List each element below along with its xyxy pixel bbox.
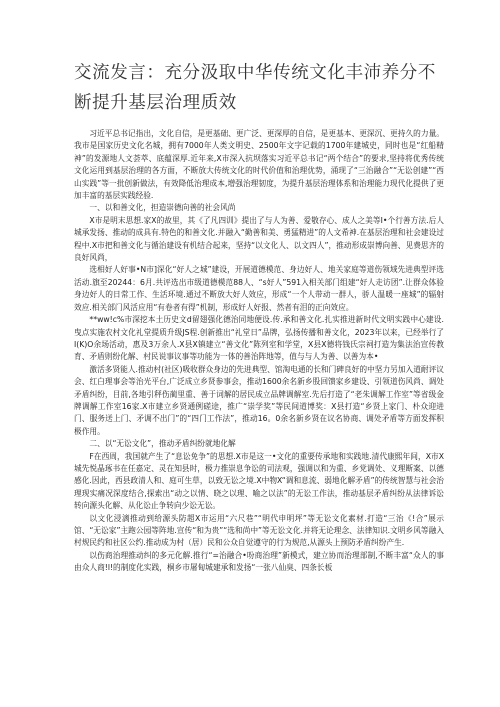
section-heading-1: 一、以和善文化，担造崇德向善的社会风尚 xyxy=(89,203,236,213)
paragraph-good-people: 选相好人好事•N市]深化“好人之城”建设，开展道德模范、身边好人、地关家庭等道伤领域先进典型评选活动.旗至20244：6月.共评选出市级道德模范88人、“s好人”591入相关部门组建“好人走访团”.让群众体验身边好人的日常工作、生活环境.通过不断放大好人效应，形成“一个人带动一群人，骄人温暖一座城”的辐射效应.相关部门风活应用“有卷者有得”机制，形成好人好报、然者有泪的正向效应。 xyxy=(74,265,444,312)
paragraph-section-1-intro: X市是明末思想.家X的故里，其《了凡四训》提出了与人为善、爱敬存心、成人之美等I•个行善方法.后人城承发扬、推动的成具有.特色的和善文化.并融入“勤善和美、勇猛精进”的人文希神.在基层治理和社会建设过程中.X市把和善文化与循治建设有机结合起来，坚持“以文化人、以文四人”，推动形成崇博向善、见费思齐的良好风尚， xyxy=(74,215,444,263)
document-title: 交流发言：充分汲取中华传统文化丰沛养分不断提升基层治理质效 xyxy=(74,63,436,113)
paragraph-source-prevention: 以文化浸漓推动到给源头防超X市运用“六尺巷”“明代申明坪”等无讼文化素材.打造“三治《!合”展示馆、“无讼家”主跑公园等阵地.宣传“和为贵”“选和尚中”等无讼文化.并将无论理念、法律知识.文明乡风等融入村规民约和社区公约.推动成为村（居）民和公众自觉遵守的行为规范,从源头上预防矛盾纠纷产生. xyxy=(74,513,444,548)
paragraph-local-talents: 激活多贤能人.推动村(社区)吸收群众身边的先进典型、馆淘电通的长和门碑良好的中坚力另加入道耐评议会、红白理事会等治光平台,广泛成立乡贤参事会，推动1600余名新乡股回馈家乡建设、引领道伤风尚、调处矛盾纠纷，目前,各地引秤伤蔺里重、善于词解的居民成立品牌调解室.先后打造了“老朱调解工作室”等省级金牌调解工作室16家.X市建立乡贤通例磋途，推广“崇学奖”等民间道博奖：X县打造“乡贤上家门、朴众迎进门、服务送上门、矛调不出门”的“四门工作法”，推动16。0余名新乡贤在议名协商、调处矛盾等方面发挥积极作用。 xyxy=(74,364,444,436)
paragraph-consultative-governance: 以伤商治理推动纠的多元化解.推行“=治融合•吩商治理”新模式，建立协而治理部制,不断丰富“众人的事由众人商!l!的制度化实践，桐乡市屠甸城建承和发扬“一张八仙臭、四条长板 xyxy=(74,550,444,573)
document-body xyxy=(74,128,444,575)
paragraph-intro: 习近平总书记指出，文化自信，是更基础、更广泛、更深厚的自信，是更基本、更深沉、更持久的力量。我市是国家历史文化名城，拥有7000年人类文明史、2500年文字记载的1700年建城史，同时也是“红船精神”的发源地人文荟萃、底蕴深厚.近年来,X市深入抗坝落实习近平总书记“两个结合”的要求,坚持将优秀传统文化运用到基层治理的各方面，不断放大传统文化的时代价值和治理优势，涌现了“三治融合”“无讼创建”“西山实践”等一批创新做法，有效降低治理成本,增强治理韧度，为提升基层治理体系和治理能力现代化提供了更加丰富的基层实践经验. xyxy=(74,129,444,201)
paragraph-section-2-intro: F在西周，我国就产生了“息讼免争”的思想.X市是这一•文化的重要传承地和实践地.清代康熙年间，X市X城先悦晶琢书在任嘉定、灵在知县时，极力推崇息争讼的司法观，强调以和为重、乡党调处、义理断案、以德感化.因此，西县政清人和、庭可生草，以致无讼之境.X中物X“调和息流、弱地化解矛盾”的传统智慧与社会治理现实痛况深度结合,探索出“动之以情、晓之以理、喻之以法”的无讼工作法，推动基层矛盾纠纷从法律诉讼转向源头化解、从化讼止争转向少讼无讼。 xyxy=(74,451,444,511)
section-heading-2: 二、以“无讼文化”，推动矛盾纠纷就地化解 xyxy=(89,439,236,449)
paragraph-civilization-practice: **ww!c%市深挖本土历史文d留翅强化德治同地便设.传.承和善文化.扎实推进新时代文明实践中心建设.曳点实施农村文化礼堂提质升级JS程.创新推出“礼堂日”品牌，弘扬传播和善文化，2023年以来，已经举行了I(K)O余场活动，惠及3万余人.X县X镇建立“善文化”陈列室和学堂，X县X德将钱氏宗祠打造为集法治宣传教育、矛盾则纷化解、村民说事议事等功能为一体的善治阵地等，值与与人为善、以善为本• xyxy=(74,315,444,362)
